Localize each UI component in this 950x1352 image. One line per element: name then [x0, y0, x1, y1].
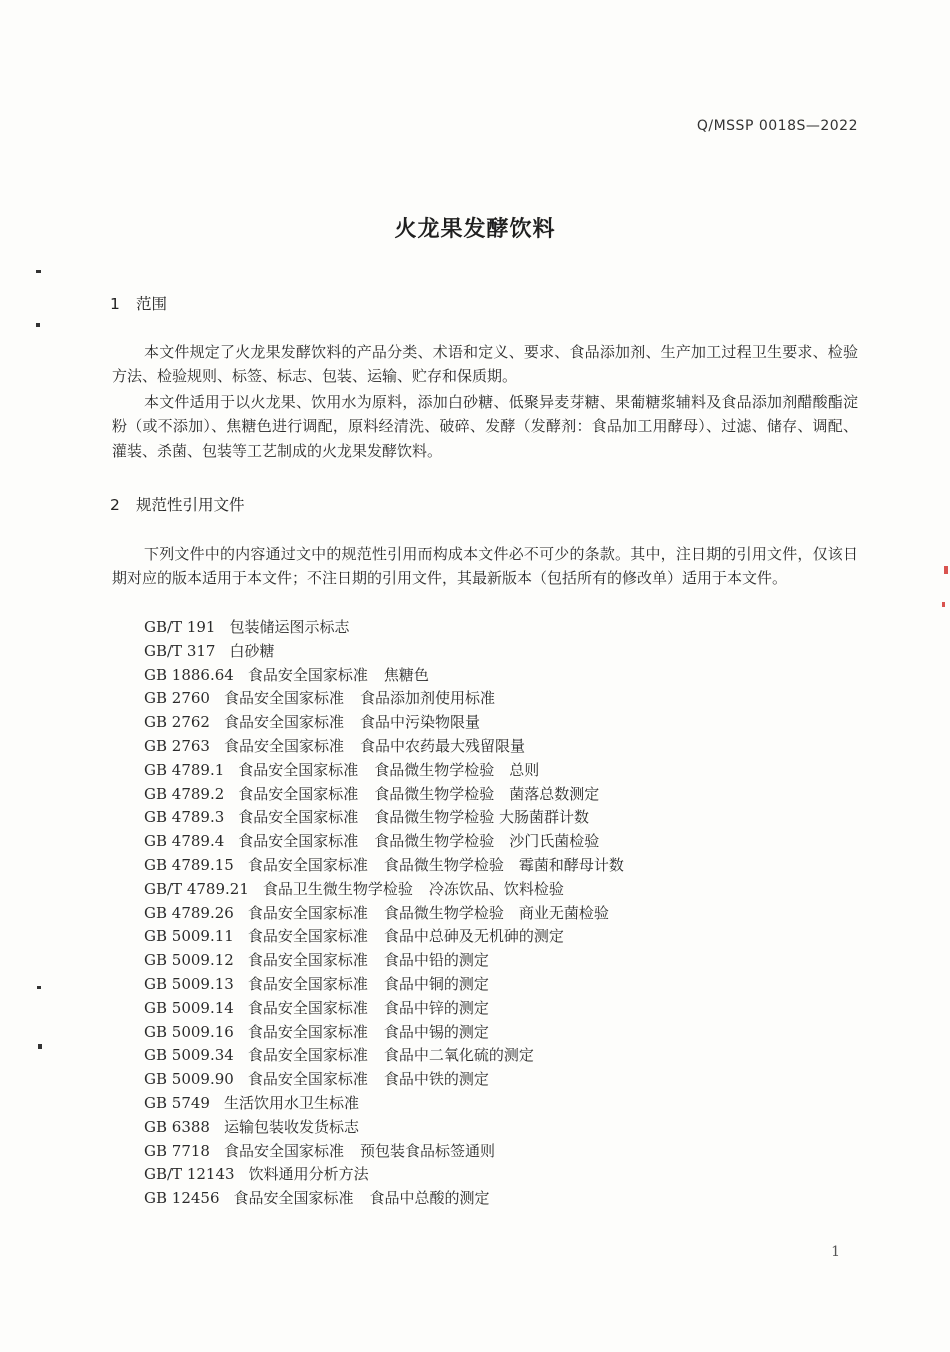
reference-subtitle: 食品中铁的测定 [383, 1070, 489, 1089]
reference-code: GB 2760 [144, 689, 210, 708]
reference-subtitle: 焦糖色 [383, 665, 429, 684]
reference-item [144, 1187, 844, 1211]
reference-code: GB 5009.34 [144, 1046, 234, 1065]
reference-code: GB 12456 [144, 1189, 220, 1208]
reference-subtitle: 食品中二氧化硫的测定 [383, 1046, 534, 1065]
section-number: 1 [110, 295, 120, 313]
reference-title: 食品安全国家标准 [247, 1046, 368, 1065]
reference-item [144, 759, 844, 783]
reference-title: 食品安全国家标准 [238, 760, 359, 779]
scan-mark [942, 602, 945, 607]
reference-subtitle: 食品中锌的测定 [383, 998, 489, 1017]
scan-mark [36, 270, 41, 273]
reference-title: 食品安全国家标准 [247, 1070, 368, 1089]
reference-subtitle: 食品中锡的测定 [383, 1022, 489, 1041]
reference-subtitle: 食品微生物学检验 大肠菌群计数 [374, 808, 590, 827]
reference-subtitle: 食品中铜的测定 [383, 974, 489, 993]
page-number: 1 [831, 1244, 840, 1260]
reference-title: 食品安全国家标准 [238, 784, 359, 803]
reference-item [144, 687, 844, 711]
reference-code: GB 4789.1 [144, 760, 225, 779]
reference-subtitle: 食品中农药最大残留限量 [359, 736, 525, 755]
reference-item [144, 925, 844, 949]
reference-item [144, 1092, 844, 1116]
reference-title: 食品安全国家标准 [238, 808, 359, 827]
reference-subtitle: 冷冻饮品、饮料检验 [428, 879, 564, 898]
reference-code: GB 5009.16 [144, 1022, 234, 1041]
reference-title: 食品安全国家标准 [223, 689, 344, 708]
reference-subtitle: 食品中总酸的测定 [369, 1189, 490, 1208]
reference-item [144, 1021, 844, 1045]
reference-item [144, 1068, 844, 1092]
reference-item [144, 735, 844, 759]
reference-title: 白砂糖 [229, 641, 275, 660]
reference-item [144, 1116, 844, 1140]
reference-title: 食品安全国家标准 [238, 832, 359, 851]
reference-item [144, 949, 844, 973]
reference-title: 食品安全国家标准 [223, 713, 344, 732]
reference-subtitle: 食品微生物学检验 总则 [374, 760, 540, 779]
reference-title: 食品安全国家标准 [247, 927, 368, 946]
references-intro-paragraph: 下列文件中的内容通过文中的规范性引用而构成本文件必不可少的条款。其中，注日期的引用文件，仅该日期对应的版本适用于本文件；不注日期的引用文件，其最新版本（包括所有的修改单）适用于本文件。 [112, 545, 858, 588]
scan-mark [37, 986, 41, 989]
reference-subtitle: 食品微生物学检验 商业无菌检验 [383, 903, 609, 922]
reference-code: GB 5749 [144, 1093, 210, 1112]
document-title: 火龙果发酵饮料 [394, 217, 556, 242]
reference-title: 食品安全国家标准 [247, 665, 368, 684]
reference-item [144, 783, 844, 807]
reference-title: 生活饮用水卫生标准 [223, 1093, 359, 1112]
reference-code: GB 2763 [144, 736, 210, 755]
reference-item [144, 664, 844, 688]
reference-title: 食品安全国家标准 [247, 855, 368, 874]
reference-item [144, 640, 844, 664]
reference-item [144, 806, 844, 830]
standard-code: Q/MSSP 0018S—2022 [696, 118, 858, 134]
reference-code: GB/T 317 [144, 641, 216, 660]
section-heading-normative-references [110, 493, 245, 515]
reference-code: GB 6388 [144, 1117, 210, 1136]
reference-code: GB 2762 [144, 713, 210, 732]
reference-title: 食品安全国家标准 [247, 974, 368, 993]
reference-code: GB 5009.11 [144, 927, 234, 946]
reference-item [144, 711, 844, 735]
section-heading-scope [110, 292, 167, 314]
reference-item [144, 854, 844, 878]
reference-title: 食品卫生微生物学检验 [262, 879, 413, 898]
reference-code: GB 5009.14 [144, 998, 234, 1017]
reference-item [144, 1163, 844, 1187]
reference-title: 食品安全国家标准 [223, 1141, 344, 1160]
reference-title: 食品安全国家标准 [233, 1189, 354, 1208]
reference-item [144, 830, 844, 854]
reference-code: GB 4789.2 [144, 784, 225, 803]
reference-code: GB 5009.13 [144, 974, 234, 993]
reference-code: GB 5009.12 [144, 951, 234, 970]
section-title: 规范性引用文件 [136, 496, 245, 514]
reference-item [144, 878, 844, 902]
reference-item [144, 973, 844, 997]
reference-title: 食品安全国家标准 [247, 1022, 368, 1041]
reference-title: 食品安全国家标准 [247, 903, 368, 922]
reference-item [144, 1140, 844, 1164]
scan-mark [944, 566, 948, 574]
reference-title: 运输包装收发货标志 [223, 1117, 359, 1136]
reference-code: GB 4789.3 [144, 808, 225, 827]
scope-paragraph-2: 本文件适用于以火龙果、饮用水为原料，添加白砂糖、低聚异麦芽糖、果葡糖浆辅料及食品添加剂醋酸酯淀粉（或不添加）、焦糖色进行调配，原料经清洗、破碎、发酵（发酵剂：食品加工用酵母）、过滤、储存、调配、灌装、杀菌、包装等工艺制成的火龙果发酵饮料。 [112, 393, 858, 460]
scan-mark [36, 323, 40, 327]
reference-item [144, 616, 844, 640]
reference-item [144, 902, 844, 926]
reference-subtitle: 食品微生物学检验 霉菌和酵母计数 [383, 855, 624, 874]
reference-list [144, 616, 844, 1211]
reference-code: GB 7718 [144, 1141, 210, 1160]
reference-code: GB 4789.4 [144, 832, 225, 851]
reference-title: 包装储运图示标志 [229, 618, 350, 636]
reference-code: GB/T 4789.21 [144, 879, 249, 898]
reference-subtitle: 食品添加剂使用标准 [359, 689, 495, 708]
reference-title: 饮料通用分析方法 [248, 1165, 369, 1184]
reference-code: GB 1886.64 [144, 665, 234, 684]
scope-paragraph-1: 本文件规定了火龙果发酵饮料的产品分类、术语和定义、要求、食品添加剂、生产加工过程卫生要求、检验方法、检验规则、标签、标志、包装、运输、贮存和保质期。 [112, 343, 858, 386]
reference-subtitle: 食品微生物学检验 菌落总数测定 [374, 784, 600, 803]
reference-code: GB 4789.15 [144, 855, 234, 874]
reference-code: GB/T 12143 [144, 1165, 235, 1184]
reference-title: 食品安全国家标准 [247, 951, 368, 970]
reference-item [144, 997, 844, 1021]
reference-title: 食品安全国家标准 [247, 998, 368, 1017]
scan-mark [38, 1044, 42, 1049]
reference-title: 食品安全国家标准 [223, 736, 344, 755]
reference-code: GB 5009.90 [144, 1070, 234, 1089]
section-title: 范围 [136, 295, 168, 313]
reference-code: GB 4789.26 [144, 903, 234, 922]
reference-subtitle: 食品中总砷及无机砷的测定 [383, 927, 564, 946]
reference-subtitle: 预包装食品标签通则 [359, 1141, 495, 1160]
reference-code: GB/T 191 [144, 618, 216, 636]
reference-subtitle: 食品微生物学检验 沙门氏菌检验 [374, 832, 600, 851]
reference-subtitle: 食品中污染物限量 [359, 713, 480, 732]
reference-subtitle: 食品中铅的测定 [383, 951, 489, 970]
reference-item [144, 1044, 844, 1068]
section-number: 2 [110, 496, 120, 514]
